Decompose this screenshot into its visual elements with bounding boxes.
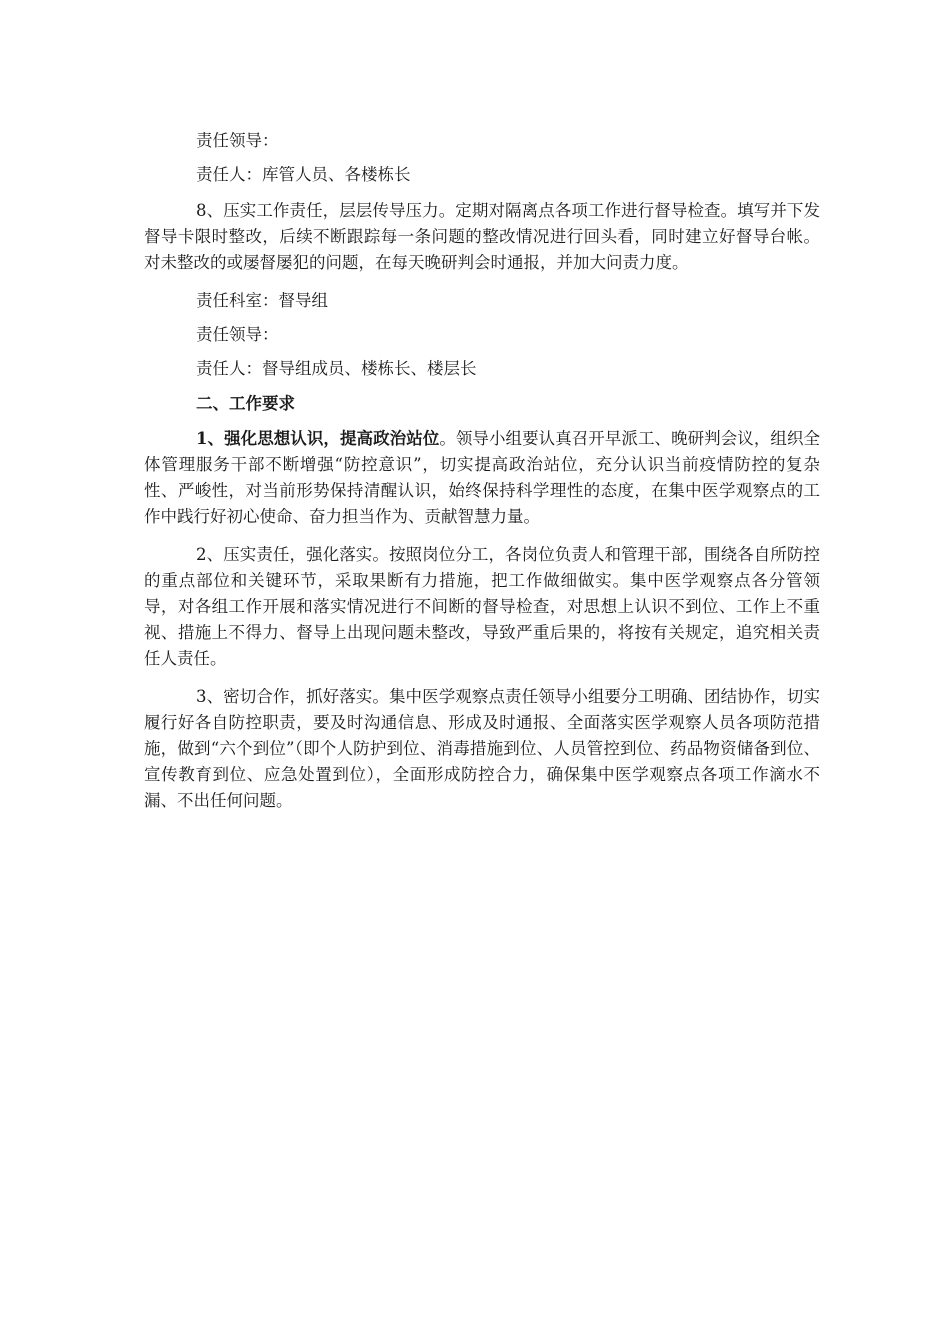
responsible-person-line-2: 责任人：督导组成员、楼栋长、楼层长 (196, 359, 477, 378)
requirement-1-text: 。领导小组要认真召开早派工、晚研判会议，组织全体管理服务干部不断增强“防控意识”，切实提高政治站位，充分认识当前疫情防控的复杂性、严峻性，对当前形势保持清醒认识，始终保持科学理性的态度，在集中医学观察点的工作中践行好初心使命、奋力担当作为、贡献智慧力量。 (144, 429, 821, 526)
responsible-dept-line: 责任科室：督导组 (196, 291, 328, 310)
requirement-3-paragraph: 3、密切合作，抓好落实。集中医学观察点责任领导小组要分工明确、团结协作，切实履行好各自防控职责，要及时沟通信息、形成及时通报、全面落实医学观察人员各项防范措施，做到“六个到位”（即个人防护到位、消毒措施到位、人员管控到位、药品物资储备到位、宣传教育到位、应急处置到位），全面形成防控合力，确保集中医学观察点各项工作滴水不漏、不出任何问题。 (144, 687, 820, 810)
item-8-paragraph: 8、压实工作责任，层层传导压力。定期对隔离点各项工作进行督导检查。填写并下发督导卡限时整改，后续不断跟踪每一条问题的整改情况进行回头看，同时建立好督导台帐。对未整改的或屡督屡犯的问题，在每天晚研判会时通报，并加大问责力度。 (144, 201, 820, 272)
responsible-leader-line-2: 责任领导： (196, 325, 279, 344)
section-heading-work-requirements: 二、工作要求 (196, 394, 295, 413)
requirement-1-paragraph (144, 426, 820, 530)
document-body (144, 124, 820, 814)
requirement-1-title: 1、强化思想认识，提高政治站位 (196, 429, 440, 448)
responsible-person-line: 责任人：库管人员、各楼栋长 (196, 165, 411, 184)
responsible-leader-line: 责任领导： (196, 131, 279, 150)
requirement-2-paragraph: 2、压实责任，强化落实。按照岗位分工，各岗位负责人和管理干部，围绕各自所防控的重点部位和关键环节，采取果断有力措施，把工作做细做实。集中医学观察点各分管领导，对各组工作开展和落实情况进行不间断的督导检查，对思想上认识不到位、工作上不重视、措施上不得力、督导上出现问题未整改，导致严重后果的，将按有关规定，追究相关责任人责任。 (144, 545, 820, 668)
